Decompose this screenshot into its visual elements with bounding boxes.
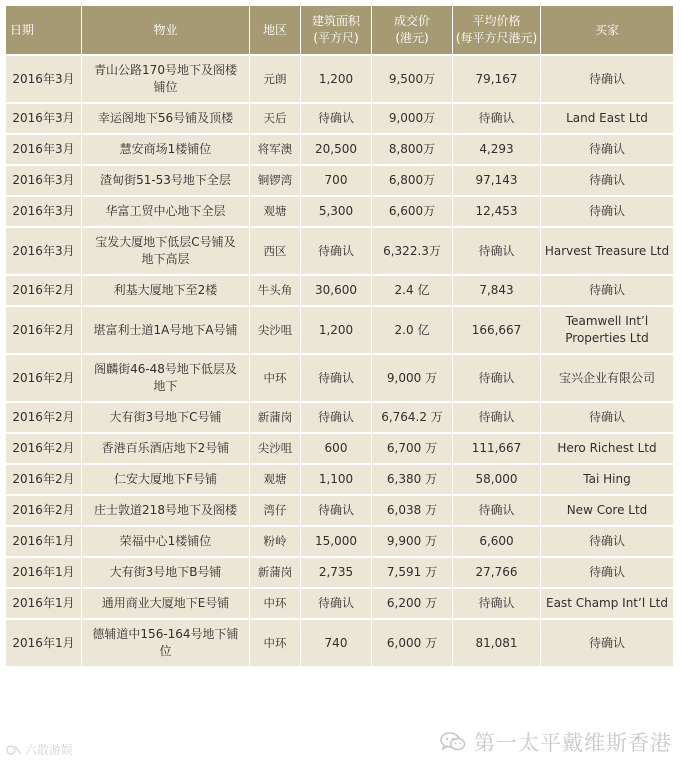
cell-property	[82, 355, 250, 403]
table-body	[6, 56, 673, 668]
cell-buyer-line: Properties Ltd	[565, 331, 649, 345]
cell-area: 待确认	[301, 228, 372, 276]
cell-buyer	[541, 434, 673, 465]
cell-district: 中环	[250, 355, 301, 403]
cell-date: 2016年2月	[6, 434, 82, 465]
cell-property-line: 荣福中心1楼铺位	[119, 534, 212, 548]
header-avg-line1: 平均价格	[472, 14, 521, 28]
cell-district: 尖沙咀	[250, 434, 301, 465]
cell-price: 6,000 万	[372, 620, 453, 668]
cell-property	[82, 197, 250, 228]
watermark-right-text: 第一太平戴维斯香港	[474, 731, 672, 755]
cell-avg-price: 27,766	[453, 558, 541, 589]
cell-area: 5,300	[301, 197, 372, 228]
cell-buyer-line: 待确认	[588, 142, 625, 156]
header-price	[372, 6, 453, 56]
header-area-line1: 建筑面积	[311, 14, 360, 28]
cell-buyer	[541, 355, 673, 403]
cell-price: 6,380 万	[372, 465, 453, 496]
cell-avg-price: 166,667	[453, 307, 541, 355]
cell-price: 6,600万	[372, 197, 453, 228]
cell-buyer-line: Harvest Treasure Ltd	[544, 243, 670, 258]
cell-district: 观塘	[250, 197, 301, 228]
table-row	[6, 276, 673, 307]
cell-buyer	[541, 228, 673, 276]
cell-property-line: 宝发大厦地下低层C号铺及	[95, 235, 236, 249]
cell-avg-price: 待确认	[453, 228, 541, 276]
cell-buyer	[541, 197, 673, 228]
cell-date: 2016年3月	[6, 166, 82, 197]
cell-property	[82, 558, 250, 589]
table-row	[6, 166, 673, 197]
cell-buyer-line: 待确认	[588, 71, 625, 86]
cell-price: 6,700 万	[372, 434, 453, 465]
header-avg-price	[453, 6, 541, 56]
cell-property	[82, 589, 250, 620]
cell-property	[82, 135, 250, 166]
watermark-logo-icon	[6, 743, 22, 757]
cell-district: 尖沙咀	[250, 307, 301, 355]
cell-property	[82, 527, 250, 558]
cell-property	[82, 166, 250, 197]
table-row	[6, 589, 673, 620]
cell-price: 9,500万	[372, 56, 453, 104]
cell-area: 15,000	[301, 527, 372, 558]
cell-buyer	[541, 589, 673, 620]
cell-avg-price: 待确认	[453, 496, 541, 527]
cell-avg-price: 待确认	[453, 104, 541, 135]
cell-property	[82, 620, 250, 668]
cell-avg-price: 待确认	[453, 355, 541, 403]
cell-buyer-line: 待确认	[588, 635, 625, 650]
cell-buyer-line: Hero Richest Ltd	[557, 441, 657, 455]
cell-avg-price: 4,293	[453, 135, 541, 166]
table-row	[6, 135, 673, 166]
table-row	[6, 355, 673, 403]
cell-property	[82, 403, 250, 434]
header-avg-line2: (每平方尺港元)	[455, 31, 538, 45]
cell-area: 待确认	[301, 496, 372, 527]
cell-district: 新蒲岗	[250, 403, 301, 434]
cell-price: 2.4 亿	[372, 276, 453, 307]
cell-property-line: 华富工贸中心地下全层	[105, 204, 226, 218]
cell-property-line: 利基大厦地下至2楼	[113, 283, 218, 297]
cell-avg-price: 待确认	[453, 589, 541, 620]
cell-buyer	[541, 465, 673, 496]
cell-area: 1,200	[301, 307, 372, 355]
cell-buyer	[541, 527, 673, 558]
cell-price: 8,800万	[372, 135, 453, 166]
cell-property	[82, 228, 250, 276]
cell-buyer	[541, 166, 673, 197]
cell-avg-price: 58,000	[453, 465, 541, 496]
cell-buyer-line: 待确认	[588, 410, 625, 424]
footer	[0, 723, 682, 770]
cell-buyer	[541, 403, 673, 434]
cell-date: 2016年2月	[6, 307, 82, 355]
cell-avg-price: 7,843	[453, 276, 541, 307]
header-price-line2: (港元)	[395, 31, 429, 45]
cell-price: 7,591 万	[372, 558, 453, 589]
cell-price: 9,000 万	[372, 355, 453, 403]
watermark-left	[6, 741, 73, 758]
cell-date: 2016年2月	[6, 496, 82, 527]
cell-price: 6,038 万	[372, 496, 453, 527]
cell-property	[82, 56, 250, 104]
cell-buyer-line: 待确认	[588, 534, 625, 548]
cell-property-line: 通用商业大厦地下E号铺	[101, 596, 230, 610]
cell-date: 2016年1月	[6, 620, 82, 668]
cell-property-line: 仁安大厦地下F号铺	[114, 472, 217, 486]
cell-buyer-line: 待确认	[588, 173, 625, 187]
header-row	[6, 6, 673, 56]
table-row	[6, 403, 673, 434]
cell-date: 2016年3月	[6, 56, 82, 104]
cell-buyer-line: Land East Ltd	[566, 111, 648, 125]
cell-price: 9,900 万	[372, 527, 453, 558]
cell-buyer-line: East Champ Int’l Ltd	[546, 596, 668, 610]
cell-district: 西区	[250, 228, 301, 276]
table-row	[6, 527, 673, 558]
cell-area: 待确认	[301, 403, 372, 434]
cell-avg-price: 6,600	[453, 527, 541, 558]
cell-date: 2016年2月	[6, 355, 82, 403]
cell-date: 2016年2月	[6, 403, 82, 434]
cell-price: 6,800万	[372, 166, 453, 197]
cell-district: 将军澳	[250, 135, 301, 166]
property-transactions-table	[6, 6, 673, 668]
table-row	[6, 620, 673, 668]
cell-avg-price: 12,453	[453, 197, 541, 228]
table-row	[6, 307, 673, 355]
header-price-line1: 成交价	[393, 14, 430, 28]
header-property: 物业	[82, 6, 250, 56]
header-district: 地区	[250, 6, 301, 56]
cell-property-line: 幸运阁地下56号铺及顶楼	[97, 111, 234, 125]
cell-area: 30,600	[301, 276, 372, 307]
cell-district: 新蒲岗	[250, 558, 301, 589]
cell-property-line: 香港百乐酒店地下2号铺	[101, 441, 230, 455]
cell-buyer-line: Tai Hing	[583, 472, 631, 486]
cell-date: 2016年1月	[6, 558, 82, 589]
cell-property-line: 地下	[153, 379, 178, 393]
cell-price: 9,000万	[372, 104, 453, 135]
watermark-right	[440, 727, 672, 757]
table-row	[6, 104, 673, 135]
cell-buyer-line: 待确认	[588, 565, 625, 579]
cell-price: 6,322.3万	[372, 228, 453, 276]
cell-buyer-line: Teamwell Int’l	[565, 314, 649, 328]
cell-date: 2016年2月	[6, 276, 82, 307]
cell-property-line: 铺位	[153, 80, 178, 94]
table-header	[6, 6, 673, 56]
cell-avg-price: 97,143	[453, 166, 541, 197]
cell-date: 2016年3月	[6, 197, 82, 228]
cell-buyer-line: 待确认	[588, 204, 625, 218]
cell-date: 2016年1月	[6, 527, 82, 558]
cell-buyer	[541, 307, 673, 355]
cell-property-line: 慧安商场1楼铺位	[119, 142, 212, 156]
cell-area: 740	[301, 620, 372, 668]
table-row	[6, 465, 673, 496]
table-row	[6, 56, 673, 104]
cell-area: 20,500	[301, 135, 372, 166]
cell-avg-price: 79,167	[453, 56, 541, 104]
cell-price: 2.0 亿	[372, 307, 453, 355]
cell-date: 2016年3月	[6, 104, 82, 135]
cell-area: 待确认	[301, 589, 372, 620]
cell-area: 600	[301, 434, 372, 465]
table-row	[6, 228, 673, 276]
cell-avg-price: 待确认	[453, 403, 541, 434]
table-row	[6, 496, 673, 527]
cell-date: 2016年3月	[6, 135, 82, 166]
cell-district: 湾仔	[250, 496, 301, 527]
cell-price: 6,764.2 万	[372, 403, 453, 434]
cell-district: 铜锣湾	[250, 166, 301, 197]
cell-property-line: 大有街3号地下C号铺	[109, 410, 222, 424]
cell-property	[82, 465, 250, 496]
header-area-line2: (平方尺)	[313, 31, 359, 45]
cell-district: 天后	[250, 104, 301, 135]
header-area	[301, 6, 372, 56]
cell-property	[82, 307, 250, 355]
cell-price: 6,200 万	[372, 589, 453, 620]
cell-property-line: 德辅道中156-164号地下铺	[92, 627, 239, 641]
cell-buyer	[541, 620, 673, 668]
cell-buyer-line: New Core Ltd	[566, 503, 648, 517]
cell-buyer	[541, 135, 673, 166]
cell-avg-price: 81,081	[453, 620, 541, 668]
cell-buyer-line: 待确认	[588, 283, 625, 297]
cell-property-line: 位	[159, 644, 172, 658]
header-date: 日期	[6, 6, 82, 56]
cell-area: 1,200	[301, 56, 372, 104]
cell-property-line: 大有街3号地下B号铺	[109, 565, 222, 579]
cell-district: 观塘	[250, 465, 301, 496]
cell-property	[82, 434, 250, 465]
cell-date: 2016年1月	[6, 589, 82, 620]
watermark-left-text: 六散游娱	[25, 743, 74, 757]
cell-district: 牛头角	[250, 276, 301, 307]
cell-property	[82, 104, 250, 135]
cell-buyer	[541, 276, 673, 307]
cell-buyer	[541, 558, 673, 589]
table-row	[6, 434, 673, 465]
cell-buyer	[541, 496, 673, 527]
table-row	[6, 197, 673, 228]
cell-district: 元朗	[250, 56, 301, 104]
cell-property-line: 阁麟街46-48号地下低层及	[94, 362, 237, 376]
cell-avg-price: 111,667	[453, 434, 541, 465]
cell-buyer-line: 宝兴企业有限公司	[558, 370, 655, 385]
cell-property-line: 青山公路170号地下及阁楼	[94, 63, 237, 77]
cell-date: 2016年3月	[6, 228, 82, 276]
cell-buyer	[541, 104, 673, 135]
cell-property-line: 渣甸街51-53号地下全层	[100, 173, 231, 187]
cell-area: 待确认	[301, 104, 372, 135]
wechat-icon	[440, 731, 466, 753]
header-buyer: 买家	[541, 6, 673, 56]
cell-district: 中环	[250, 589, 301, 620]
cell-property	[82, 496, 250, 527]
cell-date: 2016年2月	[6, 465, 82, 496]
cell-property-line: 庄士敦道218号地下及阁楼	[94, 503, 237, 517]
cell-area: 1,100	[301, 465, 372, 496]
cell-district: 粉岭	[250, 527, 301, 558]
cell-property-line: 堪富利士道1A号地下A号铺	[93, 322, 238, 337]
cell-buyer	[541, 56, 673, 104]
cell-area: 2,735	[301, 558, 372, 589]
cell-property	[82, 276, 250, 307]
table-row	[6, 558, 673, 589]
cell-area: 待确认	[301, 355, 372, 403]
cell-area: 700	[301, 166, 372, 197]
cell-district: 中环	[250, 620, 301, 668]
cell-property-line: 地下高层	[141, 252, 190, 266]
